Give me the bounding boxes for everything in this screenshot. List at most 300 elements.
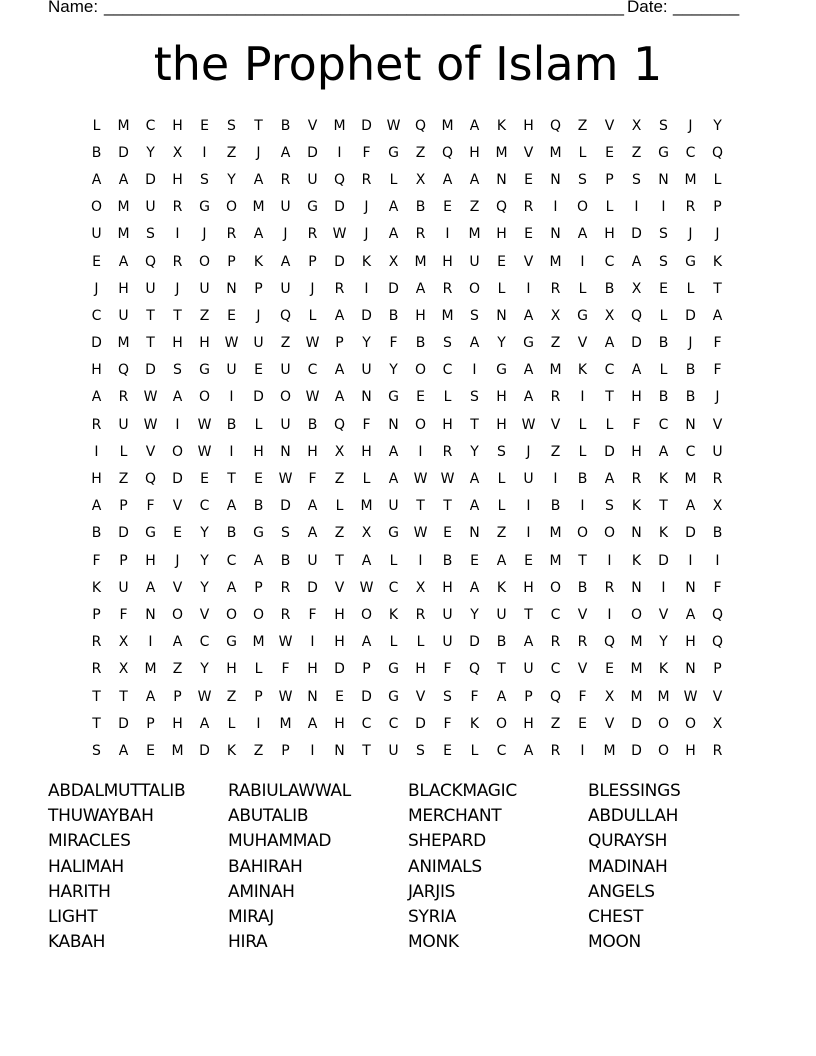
grid-cell: O — [414, 416, 427, 433]
grid-cell: V — [145, 443, 156, 460]
grid-cell: D — [91, 335, 102, 352]
grid-cell: R — [91, 661, 102, 678]
grid-cell: T — [362, 742, 371, 759]
grid-cell: A — [523, 389, 534, 406]
grid-cell: R — [685, 199, 696, 216]
grid-cell: H — [91, 362, 102, 379]
grid-cell: G — [388, 144, 399, 161]
grid-cell: C — [199, 498, 210, 515]
grid-cell: X — [631, 117, 642, 134]
grid-cell: G — [388, 688, 399, 705]
word-list-item: HIRA — [228, 932, 268, 953]
grid-cell: A — [415, 280, 426, 297]
grid-cell: B — [604, 280, 615, 297]
grid-cell: C — [658, 416, 669, 433]
grid-cell: Y — [200, 552, 209, 569]
grid-cell: H — [523, 117, 534, 134]
grid-cell: H — [415, 307, 426, 324]
grid-cell: C — [604, 253, 615, 270]
grid-cell: D — [334, 199, 345, 216]
grid-cell: G — [307, 199, 318, 216]
grid-cell: R — [226, 226, 237, 243]
grid-cell: V — [577, 335, 588, 352]
grid-cell: A — [307, 498, 318, 515]
grid-cell: E — [227, 307, 236, 324]
grid-cell: Q — [117, 362, 130, 379]
grid-cell: R — [307, 226, 318, 243]
grid-cell: H — [172, 335, 183, 352]
grid-cell: N — [685, 579, 696, 596]
grid-cell: Y — [470, 606, 479, 623]
grid-cell: Y — [497, 335, 506, 352]
grid-cell: P — [605, 171, 614, 188]
grid-cell: I — [310, 634, 315, 651]
grid-cell: A — [388, 443, 399, 460]
grid-cell: I — [229, 443, 234, 460]
grid-cell: T — [497, 661, 506, 678]
grid-cell: P — [227, 253, 236, 270]
grid-cell: R — [550, 389, 561, 406]
grid-cell: O — [90, 199, 103, 216]
grid-cell: C — [145, 117, 156, 134]
grid-cell: L — [119, 443, 128, 460]
grid-cell: G — [577, 307, 588, 324]
grid-cell: L — [92, 117, 101, 134]
grid-cell: D — [307, 579, 318, 596]
grid-cell: O — [171, 606, 184, 623]
grid-cell: I — [688, 552, 693, 569]
grid-cell: G — [388, 389, 399, 406]
grid-cell: E — [443, 199, 452, 216]
grid-cell: I — [418, 552, 423, 569]
grid-cell: M — [144, 661, 157, 678]
grid-cell: O — [252, 606, 265, 623]
grid-cell: A — [604, 335, 615, 352]
grid-cell: J — [715, 226, 720, 243]
grid-cell: Y — [362, 335, 371, 352]
grid-cell: X — [604, 688, 615, 705]
grid-cell: R — [361, 171, 372, 188]
grid-cell: S — [497, 443, 506, 460]
grid-cell: H — [334, 715, 345, 732]
grid-cell: I — [94, 443, 99, 460]
grid-cell: B — [550, 498, 561, 515]
grid-cell: U — [361, 362, 372, 379]
grid-cell: A — [469, 335, 480, 352]
grid-cell: W — [197, 688, 212, 705]
grid-cell: S — [470, 307, 479, 324]
grid-cell: H — [145, 552, 156, 569]
grid-cell: U — [226, 362, 237, 379]
grid-cell: X — [712, 498, 723, 515]
grid-cell: N — [496, 307, 507, 324]
grid-cell: H — [307, 443, 318, 460]
grid-cell: M — [333, 117, 346, 134]
grid-cell: Q — [495, 199, 508, 216]
word-list-item: LIGHT — [48, 906, 98, 927]
grid-cell: Z — [631, 144, 642, 161]
grid-cell: W — [278, 471, 293, 488]
grid-cell: R — [442, 443, 453, 460]
grid-cell: A — [496, 688, 507, 705]
grid-cell: O — [225, 606, 238, 623]
grid-cell: A — [712, 307, 723, 324]
grid-cell: J — [688, 335, 693, 352]
grid-cell: W — [359, 579, 374, 596]
grid-cell: I — [661, 579, 666, 596]
grid-cell: U — [496, 606, 507, 623]
grid-cell: M — [441, 307, 454, 324]
grid-cell: Z — [415, 144, 426, 161]
grid-cell: O — [576, 199, 589, 216]
word-list-item: SHEPARD — [408, 831, 486, 852]
grid-cell: V — [415, 688, 426, 705]
grid-cell: K — [388, 606, 399, 623]
grid-cell: F — [713, 335, 722, 352]
date-label: Date: — [627, 0, 668, 16]
grid-cell: B — [685, 389, 696, 406]
grid-cell: K — [631, 498, 642, 515]
grid-cell: D — [172, 471, 183, 488]
grid-cell: H — [469, 144, 480, 161]
grid-cell: A — [631, 362, 642, 379]
grid-cell: T — [578, 552, 587, 569]
grid-cell: A — [145, 688, 156, 705]
grid-cell: C — [685, 144, 696, 161]
grid-cell: I — [634, 199, 639, 216]
grid-cell: D — [631, 715, 642, 732]
grid-cell: B — [388, 307, 399, 324]
grid-cell: M — [171, 742, 184, 759]
grid-cell: S — [659, 117, 668, 134]
grid-cell: J — [526, 443, 531, 460]
grid-cell: X — [361, 525, 372, 542]
word-list-item: ANIMALS — [408, 856, 482, 877]
grid-cell: J — [688, 226, 693, 243]
grid-cell: J — [202, 226, 207, 243]
grid-cell: T — [92, 688, 101, 705]
grid-cell: K — [577, 362, 588, 379]
grid-cell: L — [497, 280, 506, 297]
grid-cell: C — [307, 362, 318, 379]
grid-cell: C — [388, 579, 399, 596]
grid-cell: N — [550, 226, 561, 243]
grid-cell: O — [657, 715, 670, 732]
grid-cell: I — [553, 199, 558, 216]
grid-cell: I — [526, 498, 531, 515]
grid-cell: A — [388, 471, 399, 488]
grid-cell: D — [685, 525, 696, 542]
grid-cell: R — [91, 416, 102, 433]
grid-cell: N — [658, 171, 669, 188]
grid-cell: L — [389, 552, 398, 569]
grid-cell: Z — [172, 661, 183, 678]
grid-cell: W — [332, 226, 347, 243]
grid-cell: B — [712, 525, 723, 542]
grid-cell: K — [712, 253, 723, 270]
grid-cell: I — [445, 226, 450, 243]
grid-cell: L — [254, 661, 263, 678]
grid-cell: U — [307, 552, 318, 569]
grid-cell: U — [280, 362, 291, 379]
grid-cell: I — [580, 253, 585, 270]
grid-cell: L — [254, 416, 263, 433]
grid-cell: V — [658, 606, 669, 623]
grid-cell: N — [631, 579, 642, 596]
grid-cell: S — [632, 171, 641, 188]
grid-cell: E — [578, 715, 587, 732]
grid-cell: F — [362, 144, 371, 161]
grid-cell: P — [119, 552, 128, 569]
grid-cell: O — [171, 443, 184, 460]
grid-cell: Z — [226, 144, 237, 161]
grid-cell: S — [443, 688, 452, 705]
grid-cell: O — [198, 389, 211, 406]
grid-cell: O — [630, 606, 643, 623]
grid-cell: U — [523, 471, 534, 488]
grid-cell: M — [360, 498, 373, 515]
grid-cell: H — [334, 634, 345, 651]
grid-cell: U — [469, 253, 480, 270]
grid-cell: M — [549, 362, 562, 379]
grid-cell: D — [253, 389, 264, 406]
word-list — [48, 779, 768, 955]
grid-cell: X — [712, 715, 723, 732]
grid-cell: U — [442, 634, 453, 651]
grid-cell: M — [117, 117, 130, 134]
grid-cell: R — [118, 389, 129, 406]
grid-cell: U — [388, 742, 399, 759]
grid-cell: P — [281, 742, 290, 759]
word-list-item: ABUTALIB — [228, 806, 309, 827]
grid-cell: K — [226, 742, 237, 759]
grid-cell: C — [550, 661, 561, 678]
grid-cell: I — [526, 525, 531, 542]
grid-cell: R — [604, 579, 615, 596]
grid-cell: L — [713, 171, 722, 188]
grid-cell: A — [307, 715, 318, 732]
grid-cell: H — [172, 117, 183, 134]
grid-cell: B — [496, 634, 507, 651]
grid-cell: L — [578, 144, 587, 161]
grid-cell: Q — [333, 171, 346, 188]
grid-cell: A — [145, 579, 156, 596]
grid-cell: A — [631, 253, 642, 270]
grid-cell: S — [659, 253, 668, 270]
grid-cell: T — [605, 389, 614, 406]
grid-cell: H — [442, 416, 453, 433]
grid-cell: H — [496, 416, 507, 433]
grid-cell: Z — [334, 471, 345, 488]
grid-cell: M — [117, 226, 130, 243]
grid-cell: K — [496, 579, 507, 596]
grid-cell: M — [414, 253, 427, 270]
grid-cell: G — [145, 525, 156, 542]
name-field[interactable]: _______________________________________________________ — [104, 0, 625, 16]
grid-cell: M — [468, 226, 481, 243]
grid-cell: P — [308, 253, 317, 270]
grid-cell: Q — [711, 606, 724, 623]
grid-cell: P — [713, 661, 722, 678]
word-list-item: ABDALMUTTALIB — [48, 781, 186, 801]
grid-cell: B — [415, 199, 426, 216]
grid-cell: U — [388, 498, 399, 515]
grid-cell: O — [468, 280, 481, 297]
grid-cell: C — [604, 362, 615, 379]
date-field[interactable]: _______ — [673, 0, 740, 16]
grid-cell: D — [199, 742, 210, 759]
grid-cell: Y — [659, 634, 668, 651]
grid-cell: A — [523, 742, 534, 759]
grid-cell: M — [684, 171, 697, 188]
grid-cell: L — [578, 443, 587, 460]
grid-cell: F — [308, 606, 317, 623]
grid-cell: Z — [469, 199, 480, 216]
word-list-item: BAHIRAH — [228, 856, 303, 877]
grid-cell: Q — [468, 661, 481, 678]
grid-cell: T — [254, 117, 263, 134]
grid-cell: P — [254, 579, 263, 596]
grid-cell: Y — [200, 661, 209, 678]
grid-cell: Y — [713, 117, 722, 134]
word-list-item: MONK — [408, 932, 459, 953]
grid-cell: C — [388, 715, 399, 732]
grid-cell: O — [549, 579, 562, 596]
grid-cell: J — [256, 307, 261, 324]
grid-cell: H — [523, 715, 534, 732]
grid-cell: A — [685, 498, 696, 515]
grid-cell: R — [550, 634, 561, 651]
grid-cell: T — [416, 498, 425, 515]
grid-cell: W — [197, 443, 212, 460]
grid-cell: B — [577, 471, 588, 488]
grid-cell: I — [310, 742, 315, 759]
grid-cell: F — [470, 688, 479, 705]
grid-cell: D — [685, 307, 696, 324]
grid-cell: B — [442, 552, 453, 569]
grid-cell: H — [685, 742, 696, 759]
grid-cell: D — [631, 335, 642, 352]
grid-cell: P — [362, 661, 371, 678]
grid-cell: G — [388, 525, 399, 542]
grid-cell: A — [361, 552, 372, 569]
grid-cell: R — [334, 280, 345, 297]
grid-cell: E — [200, 117, 209, 134]
grid-cell: X — [388, 253, 399, 270]
grid-cell: M — [117, 335, 130, 352]
grid-cell: H — [361, 443, 372, 460]
grid-cell: N — [145, 606, 156, 623]
grid-cell: J — [364, 199, 369, 216]
grid-cell: U — [712, 443, 723, 460]
grid-cell: X — [334, 443, 345, 460]
grid-cell: N — [226, 280, 237, 297]
grid-cell: Q — [414, 117, 427, 134]
grid-cell: E — [416, 389, 425, 406]
grid-cell: N — [388, 416, 399, 433]
grid-cell: L — [227, 715, 236, 732]
grid-cell: M — [549, 552, 562, 569]
grid-cell: F — [443, 715, 452, 732]
grid-cell: R — [415, 226, 426, 243]
grid-cell: A — [361, 634, 372, 651]
grid-cell: Q — [549, 117, 562, 134]
grid-cell: I — [607, 552, 612, 569]
grid-cell: W — [305, 389, 320, 406]
grid-cell: S — [659, 226, 668, 243]
grid-cell: Y — [470, 443, 479, 460]
grid-cell: E — [254, 362, 263, 379]
grid-cell: H — [226, 661, 237, 678]
grid-cell: U — [253, 335, 264, 352]
grid-cell: C — [496, 742, 507, 759]
grid-cell: Y — [227, 171, 236, 188]
grid-cell: H — [496, 226, 507, 243]
grid-cell: A — [118, 171, 129, 188]
grid-cell: G — [253, 525, 264, 542]
grid-cell: J — [94, 280, 99, 297]
grid-cell: F — [578, 688, 587, 705]
grid-cell: L — [470, 742, 479, 759]
grid-cell: F — [362, 416, 371, 433]
grid-cell: A — [118, 253, 129, 270]
grid-cell: X — [118, 661, 129, 678]
word-list-item: MADINAH — [588, 856, 668, 877]
grid-cell: Z — [550, 335, 561, 352]
grid-cell: T — [92, 715, 101, 732]
grid-cell: N — [685, 416, 696, 433]
grid-cell: I — [526, 280, 531, 297]
grid-cell: I — [256, 715, 261, 732]
grid-cell: D — [307, 144, 318, 161]
grid-cell: I — [607, 606, 612, 623]
grid-cell: Y — [389, 362, 398, 379]
grid-cell: Z — [199, 307, 210, 324]
grid-cell: A — [226, 579, 237, 596]
grid-cell: L — [659, 362, 668, 379]
grid-cell: S — [227, 117, 236, 134]
grid-cell: Q — [441, 144, 454, 161]
grid-cell: I — [175, 226, 180, 243]
grid-cell: P — [173, 688, 182, 705]
grid-cell: C — [361, 715, 372, 732]
grid-cell: J — [688, 117, 693, 134]
word-list-item: ABDULLAH — [588, 806, 679, 827]
grid-cell: Z — [118, 471, 129, 488]
grid-cell: T — [470, 416, 479, 433]
grid-cell: E — [443, 742, 452, 759]
grid-cell: A — [469, 471, 480, 488]
grid-cell: C — [442, 362, 453, 379]
word-list-item: BLACKMAGIC — [408, 781, 517, 801]
grid-cell: L — [362, 471, 371, 488]
grid-cell: I — [580, 389, 585, 406]
grid-cell: S — [578, 171, 587, 188]
grid-cell: O — [360, 606, 373, 623]
grid-cell: P — [119, 498, 128, 515]
grid-cell: X — [415, 579, 426, 596]
grid-cell: I — [202, 144, 207, 161]
grid-cell: A — [334, 389, 345, 406]
grid-cell: E — [605, 661, 614, 678]
grid-cell: O — [225, 199, 238, 216]
grid-cell: H — [523, 579, 534, 596]
grid-cell: M — [630, 688, 643, 705]
page-title: the Prophet of Islam 1 — [153, 37, 663, 91]
grid-cell: R — [280, 171, 291, 188]
word-list-item: BLESSINGS — [588, 781, 681, 801]
grid-cell: F — [389, 335, 398, 352]
